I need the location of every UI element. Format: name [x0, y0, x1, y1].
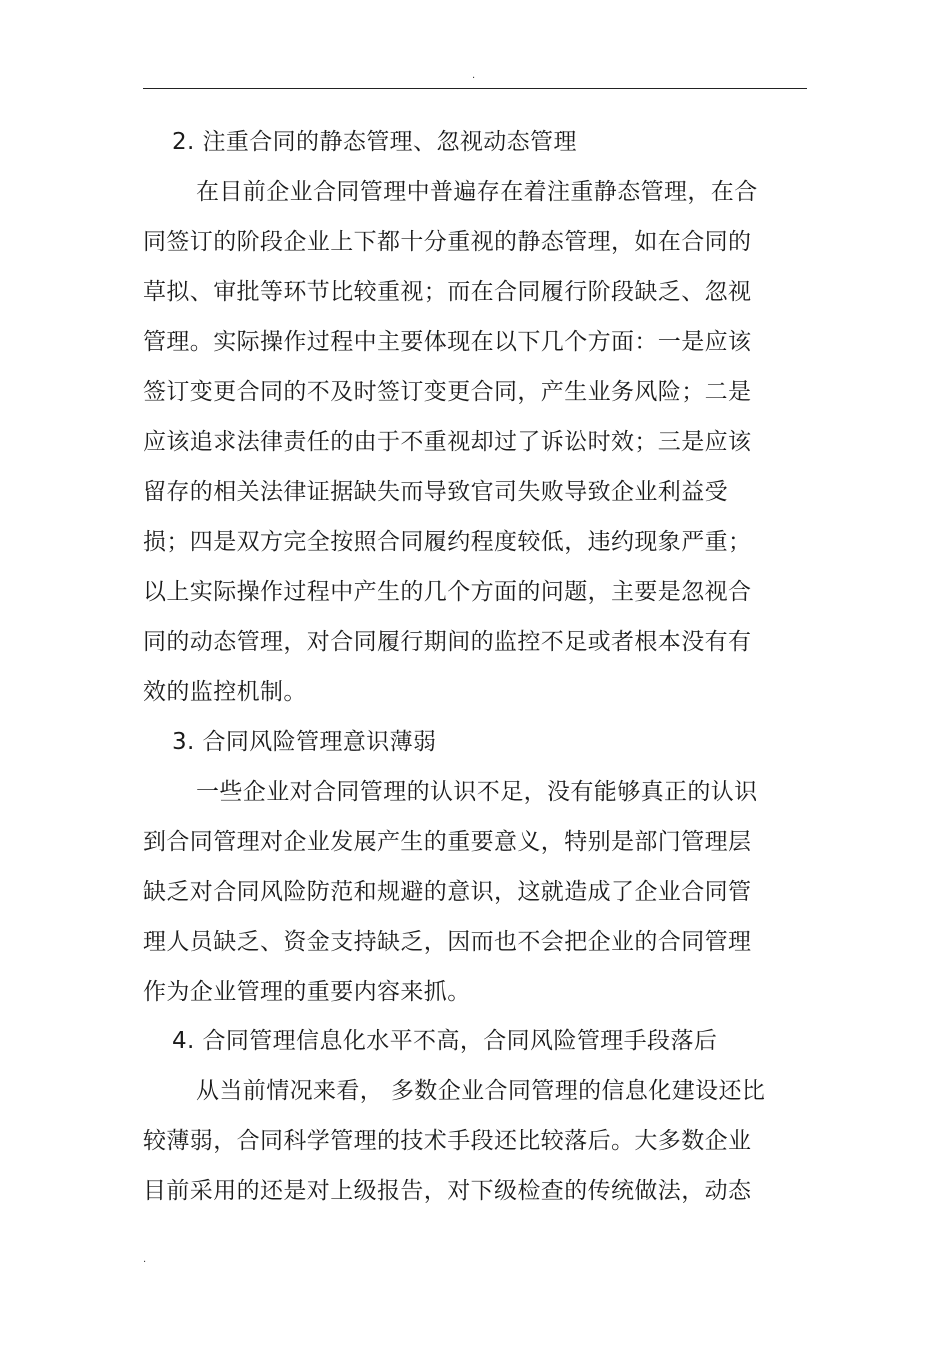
paragraph-line: 签订变更合同的不及时签订变更合同，产生业务风险；二是	[143, 379, 752, 405]
paragraph-line: 到合同管理对企业发展产生的重要意义，特别是部门管理层	[143, 829, 752, 855]
header-rule	[143, 88, 807, 89]
section-heading-4: 4. 合同管理信息化水平不高，合同风险管理手段落后	[172, 1028, 718, 1054]
paragraph-line: 在目前企业合同管理中普遍存在着注重静态管理，在合	[196, 179, 758, 205]
paragraph-line: 效的监控机制。	[143, 679, 307, 705]
paragraph-line: 留存的相关法律证据缺失而导致官司失败导致企业利益受	[143, 479, 728, 505]
paragraph-line: 较薄弱，合同科学管理的技术手段还比较落后。大多数企业	[143, 1128, 752, 1154]
paragraph-line: 作为企业管理的重要内容来抓。	[143, 979, 471, 1005]
paragraph-line: 损；四是双方完全按照合同履约程度较低，违约现象严重；	[143, 529, 752, 555]
paragraph-line: 草拟、审批等环节比较重视；而在合同履行阶段缺乏、忽视	[143, 279, 752, 305]
paragraph-line: 同签订的阶段企业上下都十分重视的静态管理，如在合同的	[143, 229, 752, 255]
paragraph-line: 同的动态管理，对合同履行期间的监控不足或者根本没有有	[143, 629, 752, 655]
paragraph-line: 一些企业对合同管理的认识不足，没有能够真正的认识	[196, 779, 758, 805]
footer-mark: .	[143, 1254, 147, 1265]
paragraph-line: 管理。实际操作过程中主要体现在以下几个方面：一是应该	[143, 329, 752, 355]
paragraph-line: 以上实际操作过程中产生的几个方面的问题，主要是忽视合	[143, 579, 752, 605]
paragraph-line: 目前采用的还是对上级报告，对下级检查的传统做法，动态	[143, 1178, 752, 1204]
section-heading-2: 2. 注重合同的静态管理、忽视动态管理	[172, 129, 577, 155]
section-heading-3: 3. 合同风险管理意识薄弱	[172, 729, 437, 755]
paragraph-line: 理人员缺乏、资金支持缺乏，因而也不会把企业的合同管理	[143, 929, 752, 955]
header-mark: .	[472, 70, 476, 81]
paragraph-line: 从当前情况来看， 多数企业合同管理的信息化建设还比	[196, 1078, 766, 1104]
paragraph-line: 应该追求法律责任的由于不重视却过了诉讼时效；三是应该	[143, 429, 752, 455]
paragraph-line: 缺乏对合同风险防范和规避的意识，这就造成了企业合同管	[143, 879, 752, 905]
